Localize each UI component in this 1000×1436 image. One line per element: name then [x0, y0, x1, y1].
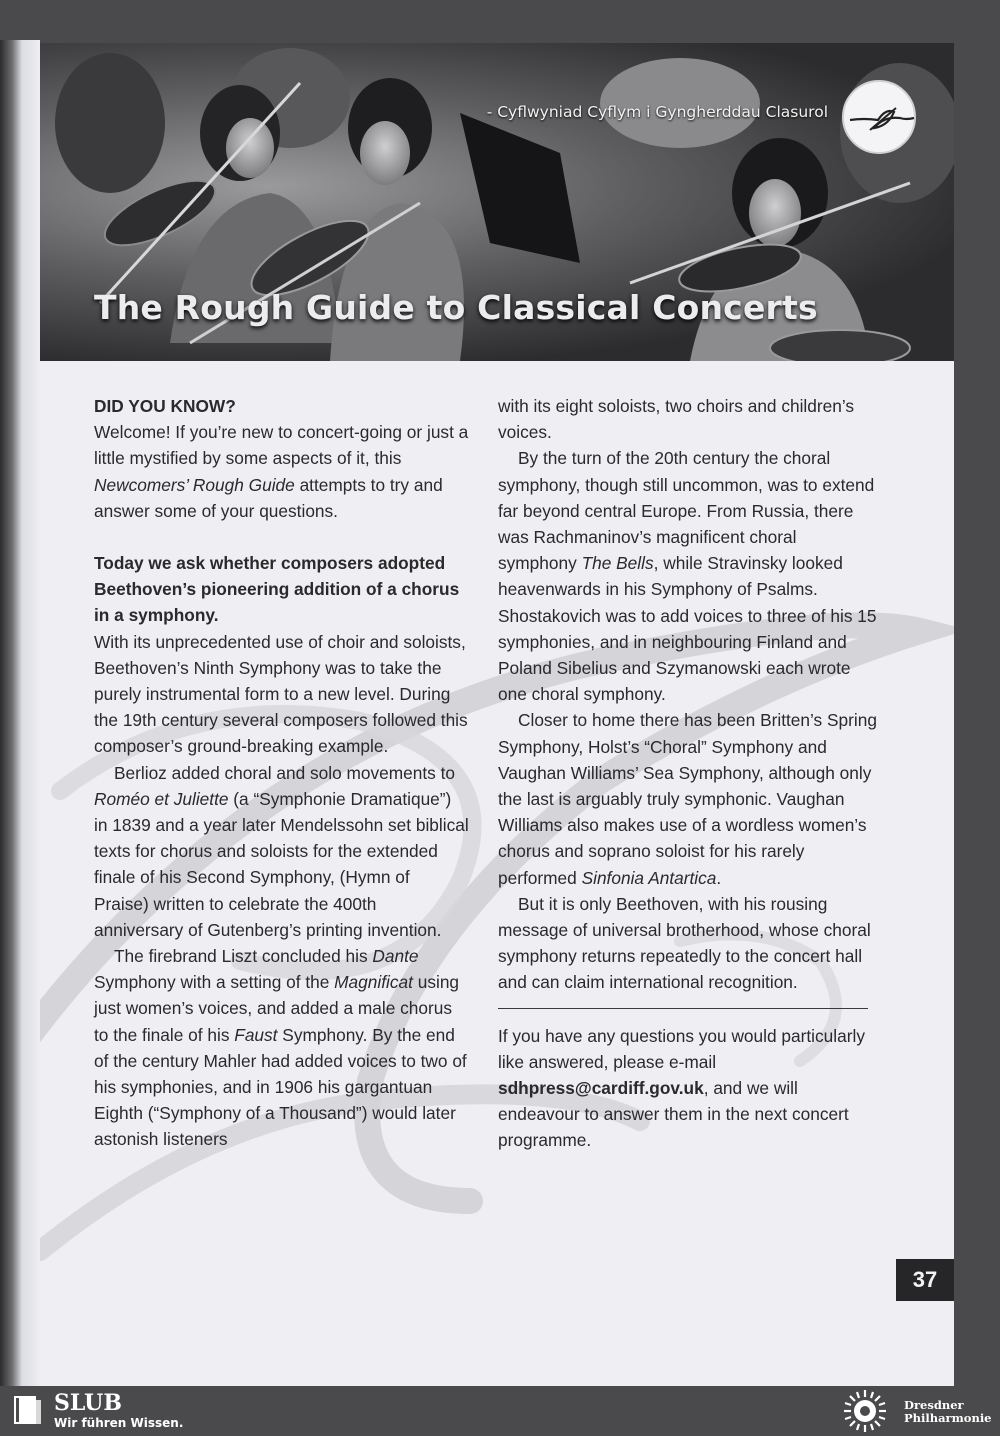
paragraph-berlioz: Berlioz added choral and solo movements to Roméo et Juliette (a “Symphonie Dramatique”) in 1839 and a year later Mendelssohn set biblical texts for chorus and soloists for the extended finale of his Second Symphony, (Hymn of Praise) written to celebrate the 400th anniversary of Gutenberg’s printing invention. — [94, 762, 469, 940]
page-title: The Rough Guide to Classical Concerts — [94, 288, 818, 327]
book-icon — [12, 1394, 42, 1426]
paragraph-ninth-symphony: With its unprecedented use of choir and soloists, Beethoven’s Ninth Symphony was to take the purely instrumental form to a new level. During the 19th century several composers followed this composer’s ground-breaking example. — [94, 631, 468, 757]
signature-logo — [842, 80, 916, 154]
paragraph-beethoven: But it is only Beethoven, with his rousing message of universal brotherhood, whose choral symphony returns repeatedly to the concert hall and can claim international recognition. — [498, 893, 871, 993]
magazine-page — [40, 43, 954, 1386]
left-column — [94, 393, 469, 1153]
book-spine-edge — [0, 40, 40, 1386]
banner-photo — [40, 43, 954, 361]
dresdner-philharmonie-name: Dresdner Philharmonie — [904, 1398, 992, 1425]
intro-paragraph: Welcome! If you’re new to concert-going or just a little mystified by some aspects of it, this Newcomers’ Rough Guide attempts to try and answer some of your questions. — [94, 422, 469, 521]
paragraph-mahler-continued: with its eight soloists, two choirs and children’s voices. — [498, 396, 855, 443]
paragraph-20th-century: By the turn of the 20th century the choral symphony, though still uncommon, was to extend far beyond central Europe. From Russia, there was Rachmaninov’s magnificent choral symphony The Bells, while Stravinsky looked heavenwards in his Symphony of Psalms. Shostakovich was to add voices to three of his 15 symphonies, and in neighbouring Finland and Poland Sibelius and Szymanowski each wrote one choral symphony. — [498, 448, 877, 705]
signature-icon — [844, 82, 918, 156]
slub-tagline: Wir führen Wissen. — [54, 1416, 184, 1430]
footer-bar — [0, 1386, 1000, 1436]
contact-email[interactable]: sdhpress@cardiff.gov.uk — [498, 1078, 704, 1099]
slub-name: SLUB — [54, 1390, 122, 1416]
paragraph-liszt: The firebrand Liszt concluded his Dante Symphony with a setting of the Magnificat using just women’s voices, and added a male chorus to the finale of his Faust Symphony. By the end of the century Mahler had added voices to two of his symphonies, and in 1906 his gargantuan Eighth (“Symphony of a Thousand”) would later astonish listeners — [94, 946, 467, 1150]
did-you-know-heading: DID YOU KNOW? — [94, 396, 236, 416]
paragraph-closer-to-home: Closer to home there has been Britten’s Spring Symphony, Holst’s “Choral” Symphony and Vaughan Williams’ Sea Symphony, although only the last is arguably truly symphonic. Vaughan Williams also makes use of a wordless women’s chorus and soprano soloist for his rarely performed Sinfonia Antartica. — [498, 710, 877, 888]
page-number: 37 — [896, 1259, 954, 1301]
right-column — [498, 393, 878, 1154]
contact-paragraph: If you have any questions you would particularly like answered, please e-mail sdhpress@cardiff.gov.uk, and we will endeavour to answer them in the next concert programme. — [498, 1025, 865, 1151]
question-heading: Today we ask whether composers adopted Beethoven’s pioneering addition of a chorus in a symphony. — [94, 553, 460, 626]
divider — [498, 1008, 868, 1009]
sunburst-logo-icon — [842, 1389, 888, 1433]
banner-welsh-subtitle: - Cyflwyniad Cyflym i Gyngherddau Clasurol — [487, 103, 828, 121]
